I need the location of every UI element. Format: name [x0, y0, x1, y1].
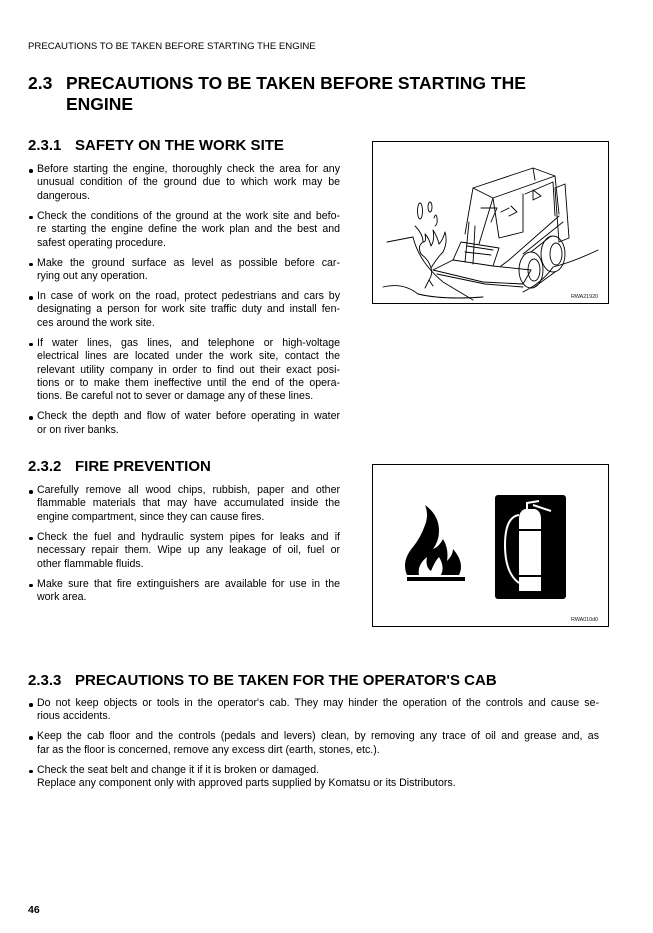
- list-item: [28, 210, 340, 250]
- text-line: unusual condition of the ground due to which work may be: [37, 176, 340, 189]
- text-line: or on river banks.: [37, 423, 119, 436]
- text-line: Make the ground surface as level as possible before car-: [37, 256, 340, 269]
- section-number: 2.3.3: [28, 672, 62, 689]
- text-line: ces around the work site.: [37, 316, 155, 329]
- text-line: re starting the engine define the work plan and the best and: [37, 223, 340, 236]
- fire-extinguisher-icon: [495, 495, 566, 599]
- text-line: tions or to make them ineffective until the end of the opera-: [37, 377, 340, 390]
- text-line: rious accidents.: [37, 710, 111, 723]
- text-line: Make sure that fire extinguishers are available for use in the: [37, 577, 340, 590]
- text-line: dangerous.: [37, 189, 91, 202]
- list-item: [28, 697, 599, 724]
- fire-prevention-bullet-list: [28, 484, 340, 611]
- section-title: SAFETY ON THE WORK SITE: [75, 137, 284, 154]
- text-line: Do not keep objects or tools in the operator's cab. They may hinder the operation of the controls and cause se-: [37, 697, 599, 709]
- text-line: far as the floor is concerned, remove any excess dirt (earth, stones, etc.).: [37, 743, 380, 756]
- text-line: other flammable fluids.: [37, 557, 144, 570]
- operator-cab-bullet-list: [28, 697, 599, 797]
- text-line: Check the fuel and hydraulic system pipes for leaks and if: [37, 530, 340, 543]
- text-line: Check the conditions of the ground at the work site and befo-: [37, 209, 340, 222]
- text-line: Keep the cab floor and the controls (pedals and levers) clean, by removing any trace of oil and grease and, as: [37, 730, 599, 743]
- figure-code: RWA010d0: [570, 617, 598, 623]
- section-heading-safety: [28, 137, 284, 155]
- chapter-number: 2.3: [28, 73, 53, 93]
- section-heading-operator-cab: [28, 672, 497, 690]
- figure-fire-extinguisher: [372, 464, 609, 627]
- section-title: PRECAUTIONS TO BE TAKEN FOR THE OPERATOR'S CAB: [75, 672, 497, 689]
- flame-icon: [405, 505, 465, 581]
- text-line: work area.: [37, 591, 87, 604]
- text-line: designating a person for work site traffic duty and install fen-: [37, 303, 340, 316]
- skid-steer-loader-illustration: [373, 142, 608, 303]
- text-line: In case of work on the road, protect pedestrians and cars by: [37, 290, 340, 303]
- text-line: Check the seat belt and change it if it is broken or damaged.: [37, 763, 320, 776]
- text-line: Replace any component only with approved parts supplied by Komatsu or its Distributors.: [37, 777, 456, 790]
- text-line: tions. Be careful not to sever or damage any of these lines.: [37, 390, 314, 403]
- section-number: 2.3.1: [28, 137, 62, 154]
- text-line: rying out any operation.: [37, 270, 148, 283]
- list-item: [28, 290, 340, 330]
- list-item: [28, 730, 599, 757]
- section-heading-fire-prevention: [28, 458, 211, 476]
- list-item: [28, 484, 340, 524]
- chapter-title-line2: ENGINE: [66, 94, 134, 114]
- text-line: engine compartment, since they can cause fires.: [37, 510, 265, 523]
- figure-code: RWA21920: [570, 294, 598, 300]
- list-item: [28, 764, 599, 791]
- page-number: 46: [28, 904, 40, 916]
- list-item: [28, 163, 340, 203]
- list-item: [28, 257, 340, 284]
- text-line: electrical lines are located under the work site, contact the: [37, 350, 340, 363]
- list-item: [28, 531, 340, 571]
- section-number: 2.3.2: [28, 458, 62, 475]
- text-line: flammable materials that may have accumulated inside the: [37, 497, 340, 510]
- list-item: [28, 578, 340, 605]
- text-line: If water lines, gas lines, and telephone or high-voltage: [37, 336, 340, 349]
- list-item: [28, 337, 340, 404]
- figure-skid-steer-loader: [372, 141, 609, 304]
- chapter-heading: [28, 73, 526, 115]
- list-item: [28, 410, 340, 437]
- section-title: FIRE PREVENTION: [75, 458, 211, 475]
- text-line: Before starting the engine, thoroughly check the area for any: [37, 163, 340, 175]
- chapter-title-line1: PRECAUTIONS TO BE TAKEN BEFORE STARTING THE: [66, 73, 526, 93]
- safety-bullet-list: [28, 163, 340, 444]
- text-line: relevant utility company in order to find out their exact posi-: [37, 363, 340, 376]
- text-line: safest operating procedure.: [37, 236, 166, 249]
- fire-safety-symbols: [373, 465, 608, 626]
- text-line: necessary repair them. Wipe up any leakage of oil, fuel or: [37, 544, 340, 557]
- text-line: Check the depth and flow of water before operating in water: [37, 410, 340, 423]
- text-line: Carefully remove all wood chips, rubbish, paper and other: [37, 484, 340, 496]
- running-header: PRECAUTIONS TO BE TAKEN BEFORE STARTING THE ENGINE: [28, 41, 316, 52]
